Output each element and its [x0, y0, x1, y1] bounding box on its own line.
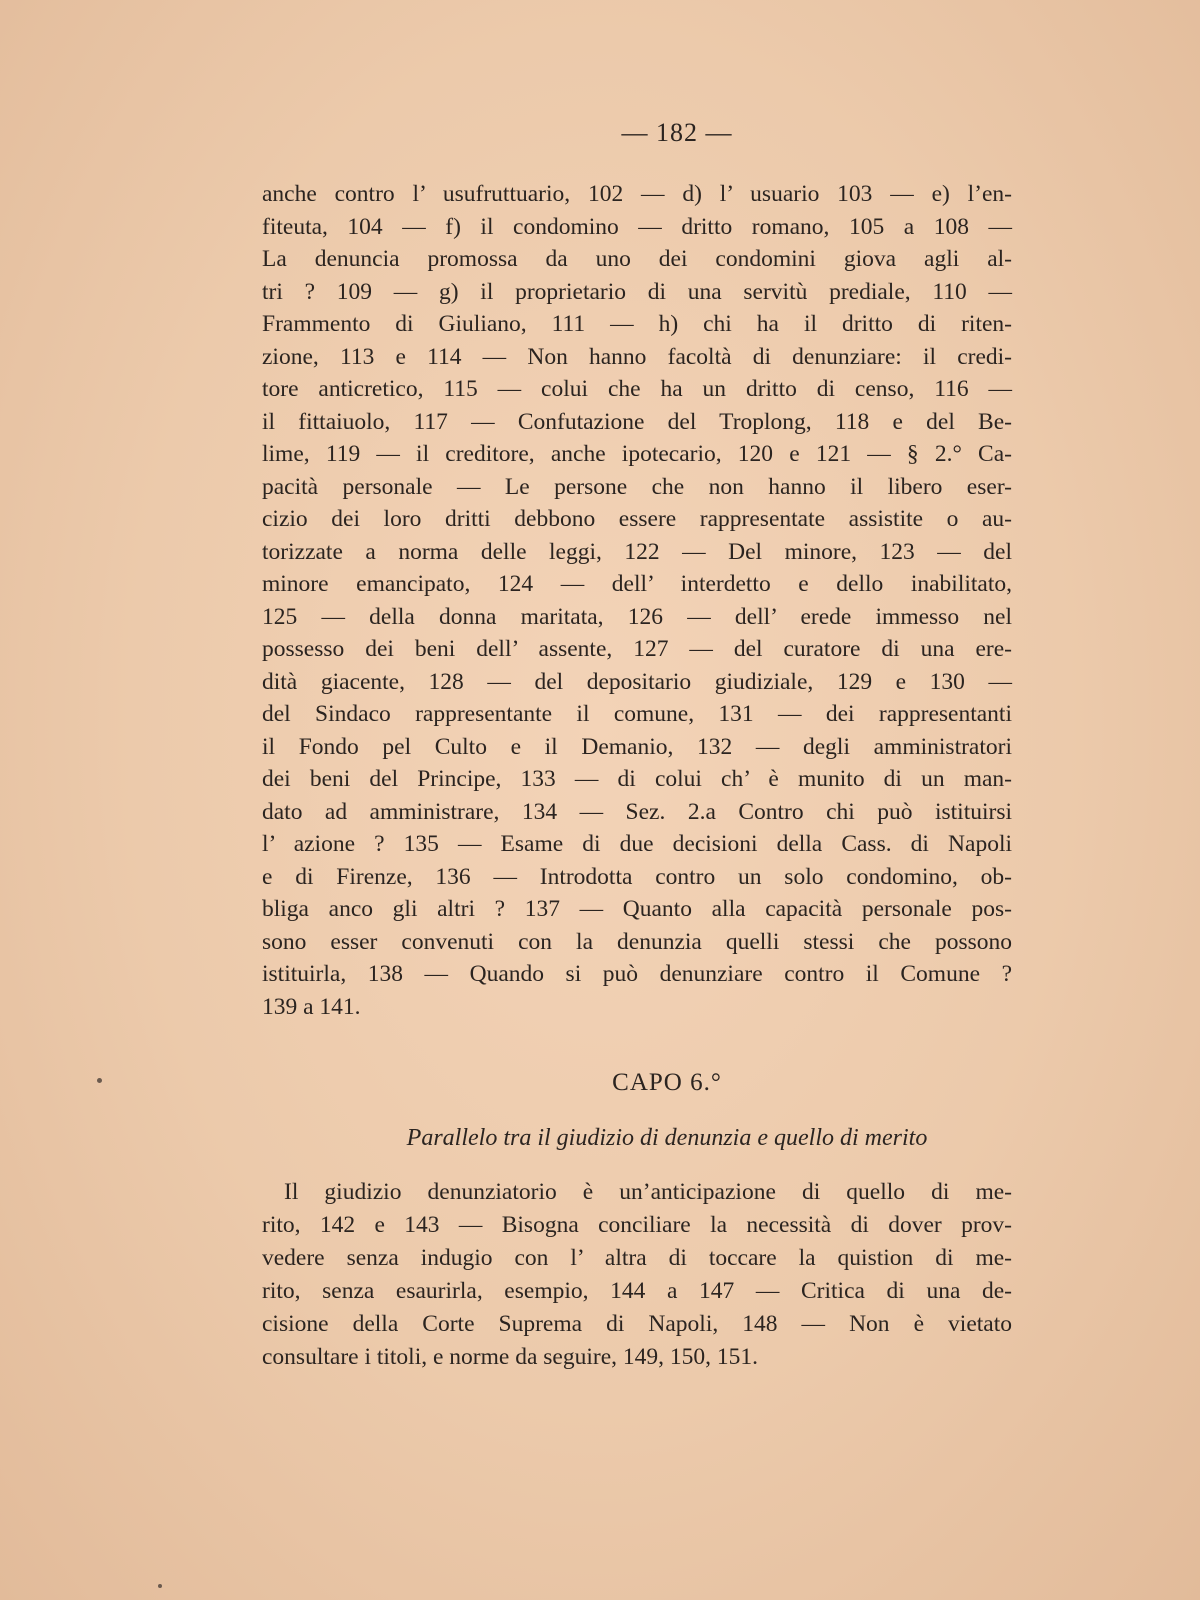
text-line: dato ad amministrare, 134 — Sez. 2.a Contro chi può istituirsi [262, 798, 1012, 825]
chapter-subtitle: Parallelo tra il giudizio di denunzia e quello di merito [406, 1125, 928, 1151]
text-line: vedere senza indugio con l’ altra di toccare la quistion di me- [262, 1245, 1012, 1271]
book-page [262, 118, 1012, 1374]
text-line: dità giacente, 128 — del depositario giudiziale, 129 e 130 — [262, 668, 1012, 695]
text-line: bliga anco gli altri ? 137 — Quanto alla capacità personale pos- [262, 896, 1012, 922]
text-line: possesso dei beni dell’ assente, 127 — del curatore di una ere- [262, 636, 1012, 662]
text-line: La denuncia promossa da uno dei condomini giova agli al- [262, 246, 1012, 272]
text-line: e di Firenze, 136 — Introdotta contro un solo condomino, ob- [262, 863, 1012, 890]
summary-paragraph [262, 178, 1012, 1023]
text-line: il fittaiuolo, 117 — Confutazione del Troplong, 118 e del Be- [262, 408, 1012, 435]
paper-speck [158, 1584, 162, 1588]
text-line: minore emancipato, 124 — dell’ interdetto e dello inabilitato, [262, 571, 1012, 597]
text-line: zione, 113 e 114 — Non hanno facoltà di denunziare: il credi- [262, 343, 1012, 370]
text-line: Frammento di Giuliano, 111 — h) chi ha il dritto di riten- [262, 311, 1012, 337]
text-line: il Fondo pel Culto e il Demanio, 132 — degli amministratori [262, 733, 1012, 760]
text-line: anche contro l’ usufruttuario, 102 — d) l’ usuario 103 — e) l’en- [262, 181, 1012, 207]
text-line: rito, senza esaurirla, esempio, 144 a 147 — Critica di una de- [262, 1278, 1012, 1304]
text-line: tore anticretico, 115 — colui che ha un dritto di censo, 116 — [262, 376, 1012, 402]
text-line: Il giudizio denunziatorio è un’anticipazione di quello di me- [284, 1179, 1012, 1205]
text-line: cizio dei loro dritti debbono essere rappresentate assistite o au- [262, 506, 1012, 532]
page-number: — 182 — [621, 118, 733, 147]
text-line: tri ? 109 — g) il proprietario di una servitù prediale, 110 — [262, 278, 1012, 305]
text-line: cisione della Corte Suprema di Napoli, 148 — Non è vietato [262, 1311, 1012, 1337]
text-line: sono esser convenuti con la denunzia quelli stessi che possono [262, 928, 1012, 955]
text-line: torizzate a norma delle leggi, 122 — Del minore, 123 — del [262, 538, 1012, 565]
text-line: del Sindaco rappresentante il comune, 131 — dei rappresentanti [262, 701, 1012, 727]
text-line: lime, 119 — il creditore, anche ipotecario, 120 e 121 — § 2.° Ca- [262, 441, 1012, 467]
chapter-summary-paragraph [262, 1176, 1012, 1374]
text-line: istituirla, 138 — Quando si può denunziare contro il Comune ? [262, 961, 1012, 987]
text-line: fiteuta, 104 — f) il condomino — dritto romano, 105 a 108 — [262, 213, 1012, 240]
text-line: consultare i titoli, e norme da seguire, 149, 150, 151. [262, 1344, 759, 1370]
text-line: 125 — della donna maritata, 126 — dell’ erede immesso nel [262, 603, 1012, 630]
chapter-heading: CAPO 6.° [612, 1069, 722, 1096]
text-line: 139 a 141. [262, 993, 361, 1020]
text-line: l’ azione ? 135 — Esame di due decisioni della Cass. di Napoli [262, 831, 1012, 857]
text-line: rito, 142 e 143 — Bisogna conciliare la necessità di dover prov- [262, 1212, 1012, 1238]
paper-speck [97, 1078, 102, 1083]
text-line: pacità personale — Le persone che non hanno il libero eser- [262, 473, 1012, 500]
text-line: dei beni del Principe, 133 — di colui ch’ è munito di un man- [262, 766, 1012, 792]
